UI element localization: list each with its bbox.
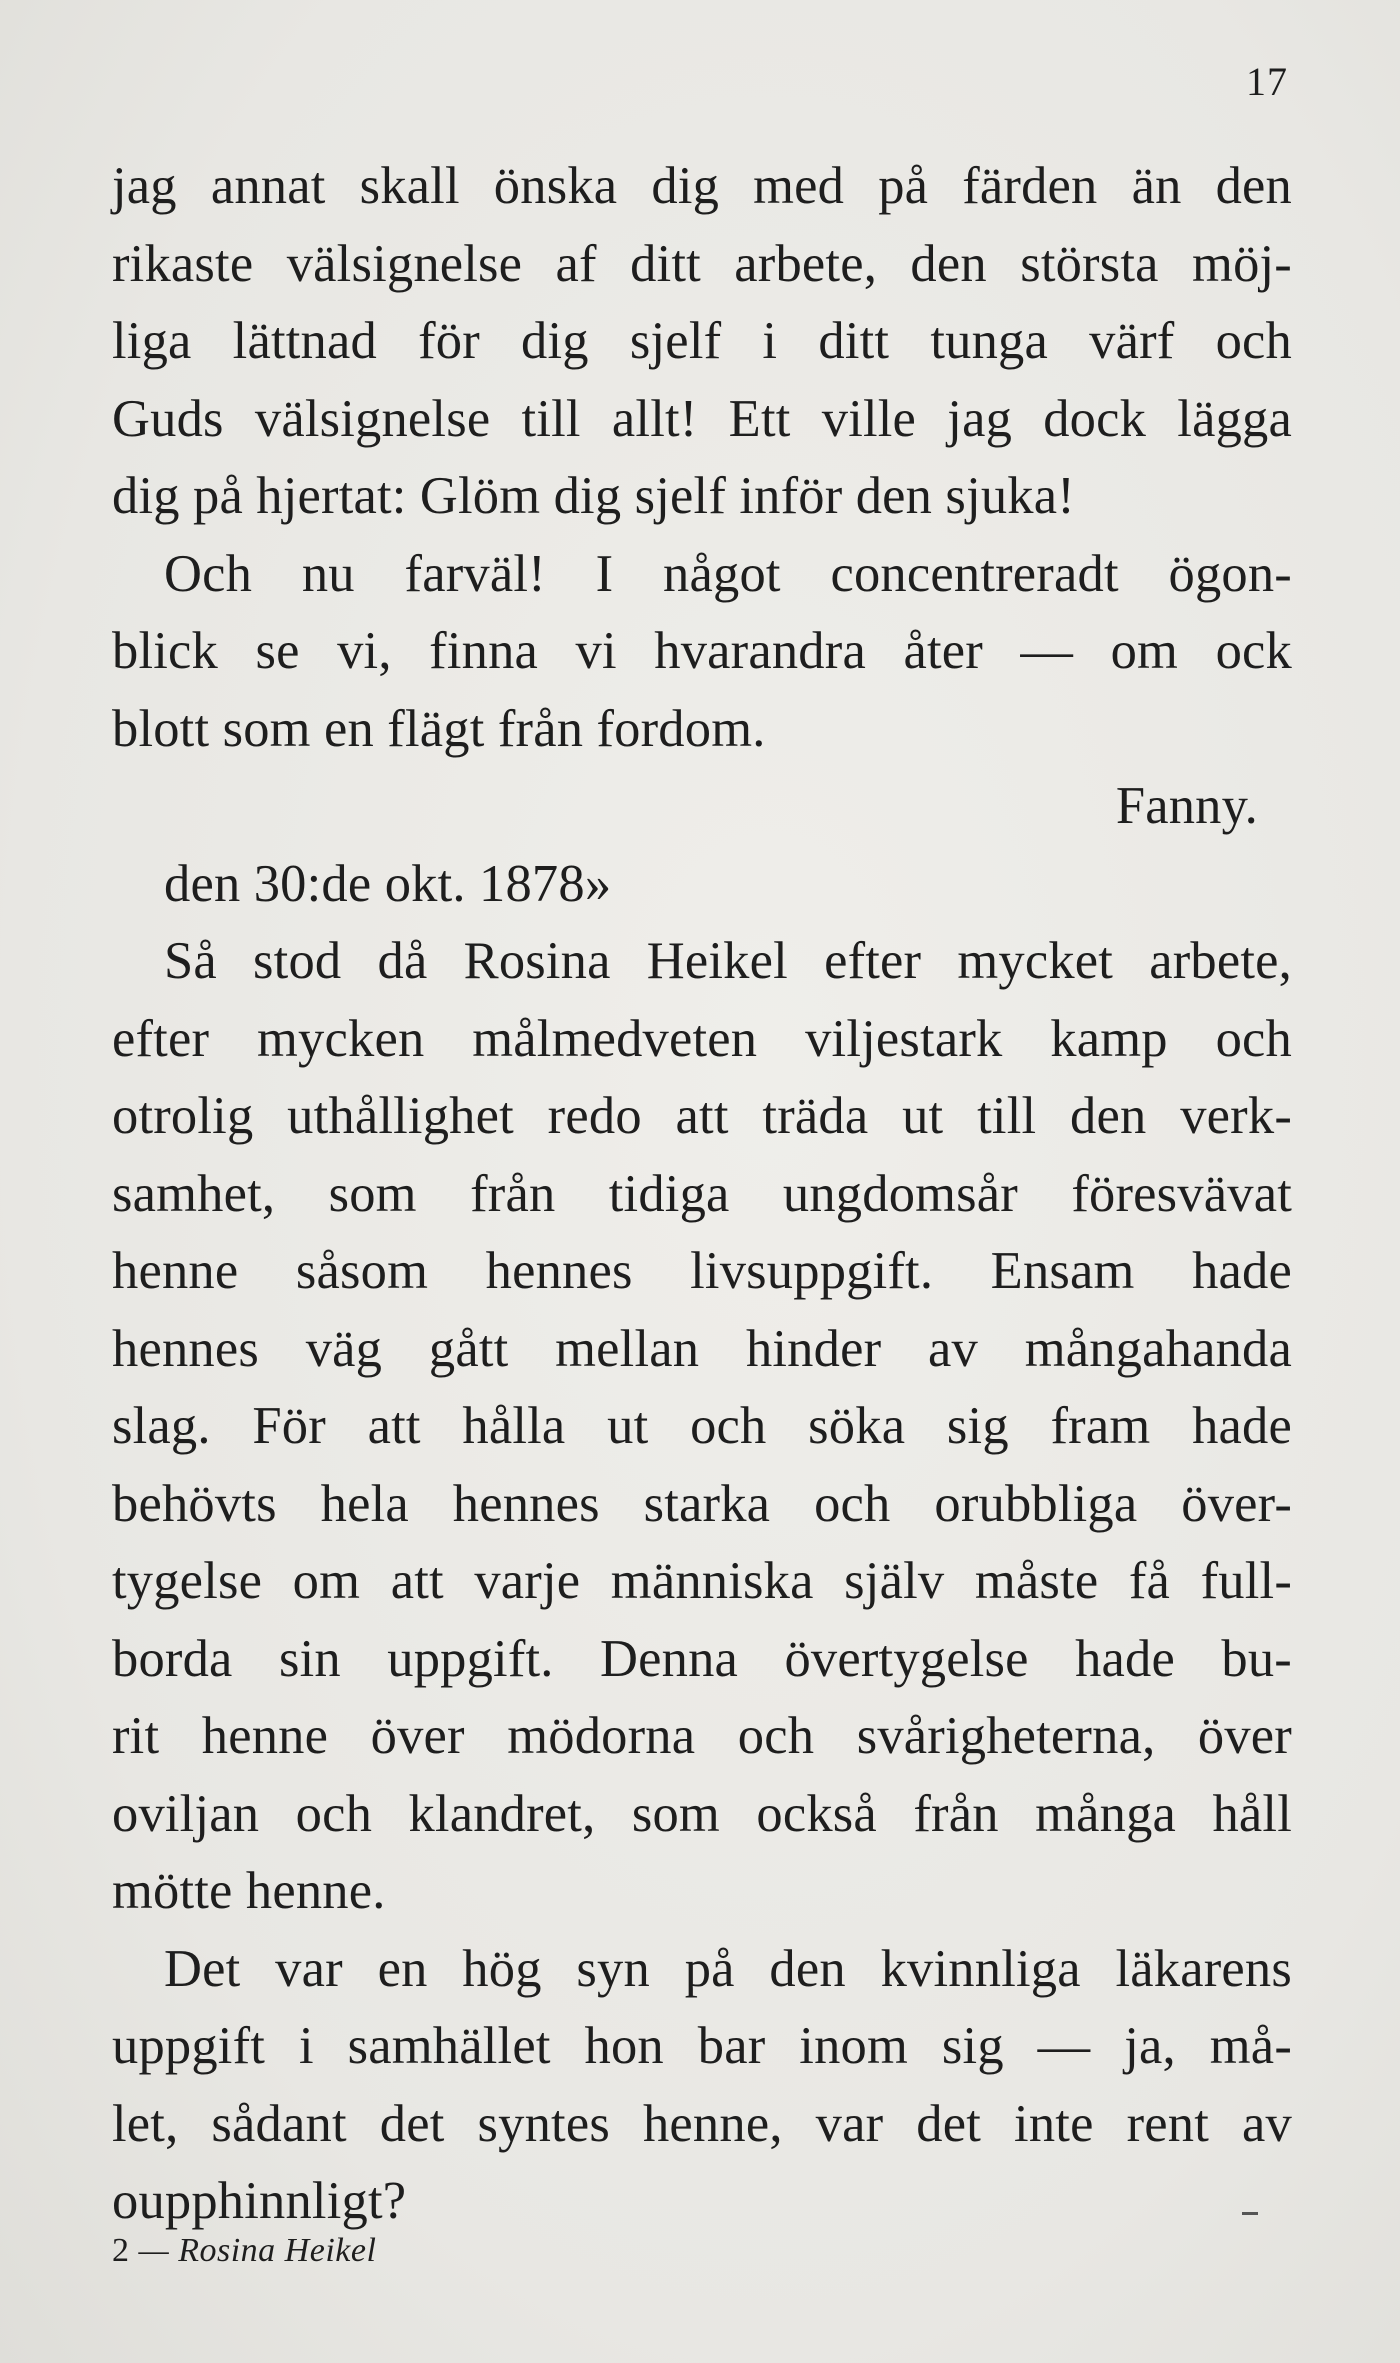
text-line: samhet, som från tidiga ungdomsår föresvävat [112,1164,1292,1223]
letter-signature: Fanny. [1115,777,1258,835]
text-line: blick se vi, finna vi hvarandra åter — om ock [112,622,1292,680]
signature-footer [112,2232,376,2270]
stray-mark [1242,2212,1258,2215]
page-number: 17 [1246,59,1288,104]
text-line: hennes väg gått mellan hinder av mångahanda [112,1319,1292,1378]
text-line: Det var en hög syn på den kvinnliga läkarens [164,1939,1292,1998]
text-line: Och nu farväl! I något concentreradt ögon- [164,544,1292,603]
text-line: oviljan och klandret, som också från många håll [112,1784,1292,1843]
text-line: borda sin uppgift. Denna övertygelse hade bu- [112,1629,1292,1688]
page-body [112,148,1292,2241]
text-line: Så stod då Rosina Heikel efter mycket arbete, [164,932,1292,990]
text-line: jag annat skall önska dig med på färden än den [112,157,1292,215]
text-line: rit henne över mödorna och svårigheterna, över [112,1707,1292,1765]
text-line: behövts hela hennes starka och orubbliga över- [112,1474,1292,1533]
text-line: let, sådant det syntes henne, var det inte rent av [112,2094,1292,2153]
text-line: otrolig uthållighet redo att träda ut till den verk- [112,1087,1292,1145]
text-line: henne såsom hennes livsuppgift. Ensam hade [112,1242,1292,1300]
text-line: mötte henne. [112,1862,386,1920]
text-line: uppgift i samhället hon bar inom sig — ja, må- [112,2017,1292,2075]
signature-title: Rosina Heikel [178,2232,377,2269]
text-line: oupphinnligt? [112,2172,407,2230]
text-line: tygelse om att varje människa själv måste få full- [112,1552,1292,1610]
text-line: blott som en flägt från fordom. [112,699,766,758]
text-line: slag. För att hålla ut och söka sig fram hade [112,1397,1292,1455]
text-line: dig på hjertat: Glöm dig sjelf inför den sjuka! [112,467,1075,525]
letter-date: den 30:de okt. 1878» [164,854,612,913]
text-line: Guds välsignelse till allt! Ett ville jag dock lägga [112,389,1292,448]
text-line: liga lättnad för dig sjelf i ditt tunga värf och [112,312,1292,370]
text-line: efter mycken målmedveten viljestark kamp och [112,1009,1292,1068]
signature-number: 2 [112,2232,130,2269]
text-line: rikaste välsignelse af ditt arbete, den största möj- [112,234,1292,293]
signature-separator: — [138,2232,170,2269]
